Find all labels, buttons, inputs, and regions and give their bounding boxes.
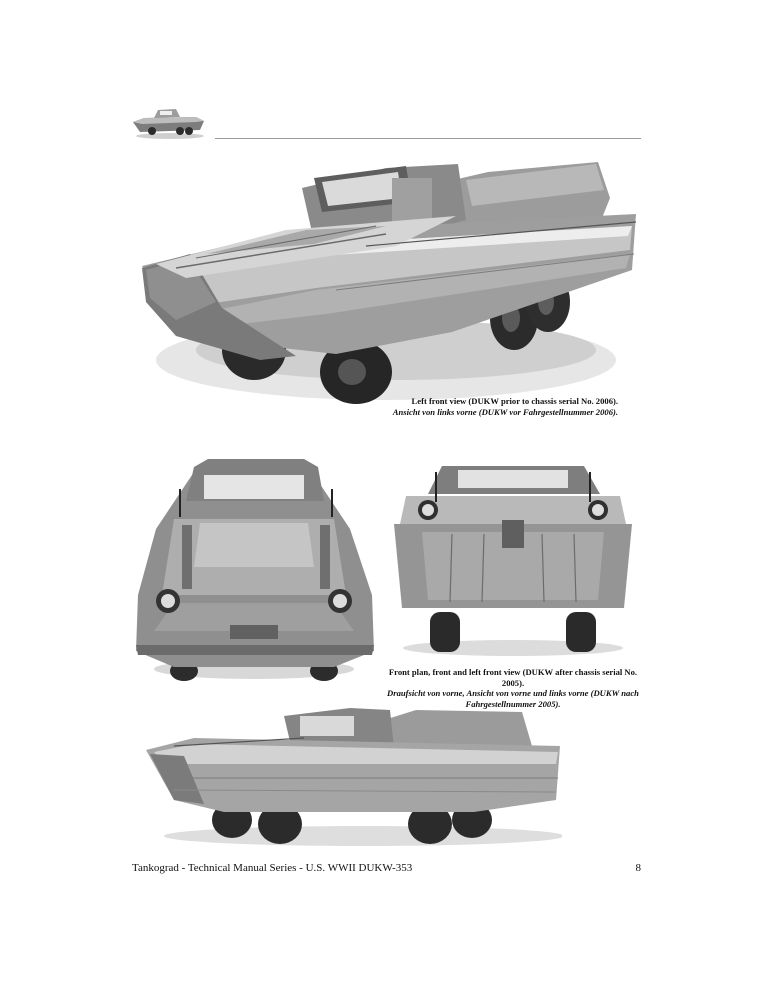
caption-german: Ansicht von links vorne (DUKW vor Fahrgestellnummer 2006). bbox=[392, 406, 618, 417]
footer-page-number: 8 bbox=[635, 862, 641, 874]
header-thumbnail bbox=[130, 104, 206, 140]
photo-left-front-view bbox=[136, 150, 644, 412]
caption-english: Front plan, front and left front view (DUKW after chassis serial No. 2005). bbox=[388, 667, 638, 688]
caption-english: Left front view (DUKW prior to chassis serial No. 2006). bbox=[411, 396, 618, 406]
photo-front-plan-view bbox=[134, 455, 374, 683]
caption-left-front-view bbox=[350, 396, 618, 417]
photo-front-view bbox=[392, 462, 634, 658]
header-rule bbox=[215, 138, 641, 139]
dukw-thumbnail-icon bbox=[130, 104, 206, 140]
footer-series-title: Tankograd - Technical Manual Series - U.S. WWII DUKW-353 bbox=[132, 862, 413, 874]
caption-german-line1: Draufsicht von vorne, Ansicht von vorne und links vorne (DUKW nach bbox=[387, 688, 639, 699]
photo-left-side-view bbox=[144, 700, 562, 848]
caption-german-line2: Fahrgestellnummer 2005). bbox=[465, 698, 561, 709]
